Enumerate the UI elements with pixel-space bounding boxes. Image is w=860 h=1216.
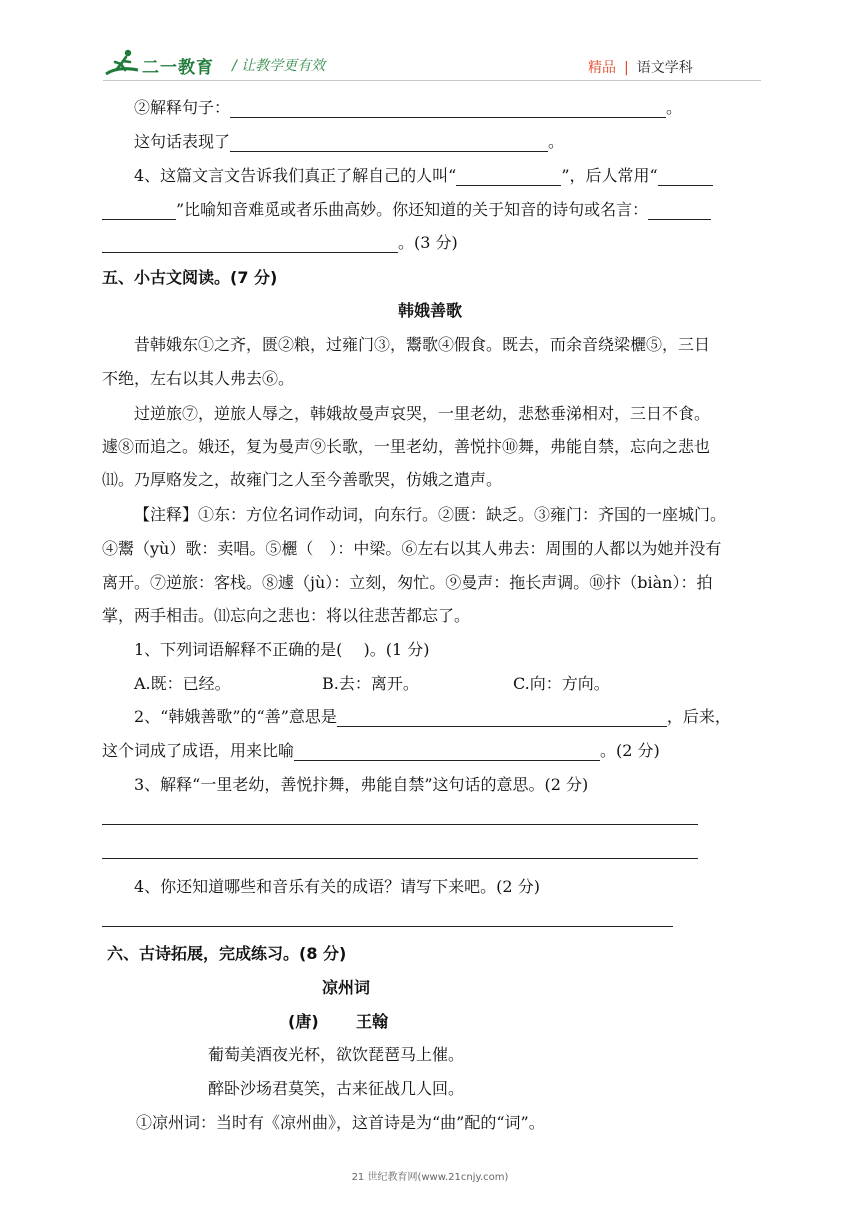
q4-row-2 [102,200,711,220]
question-2-text-d: 。(2 分) [600,741,660,760]
answer-blank[interactable] [102,205,176,220]
q4-text-a: 4、这篇文言文告诉我们真正了解自己的人叫“ [134,166,457,185]
answer-blank[interactable] [456,171,561,186]
q4-text-b: ”，后人常用“ [561,166,658,185]
question-3: 3、解释“一里老幼，善悦抃舞，弗能自禁”这句话的意思。(2 分) [134,775,589,794]
answer-blank[interactable] [648,205,711,220]
passage-line: 过逆旅⑦，逆旅人辱之，韩娥故曼声哀哭，一里老幼，悲愁垂涕相对，三日不食。 [134,404,711,423]
question-4: 4、你还知道哪些和音乐有关的成语？请写下来吧。(2 分) [134,877,540,896]
answer-blank[interactable] [658,171,713,186]
question-2-text-c: 这个词成了成语，用来比喻 [102,741,295,760]
header-separator: | [624,60,629,76]
poem-author: 王翰 [356,1012,389,1031]
q4-row-1 [134,166,713,186]
question-2-row-2 [102,741,660,761]
q2-explain-label: ②解释句子： [134,98,231,117]
question-2-text-a: 2、“韩娥善歌”的“善”意思是 [134,707,337,726]
answer-line[interactable] [102,858,698,859]
poem-dynasty: (唐) [288,1012,319,1031]
q4-end: 。(3 分) [398,233,458,252]
poem-line: 葡萄美酒夜光杯，欲饮琵琶马上催。 [208,1045,465,1064]
passage-line: 昔韩娥东①之齐，匮②粮，过雍门③，鬻歌④假食。既去，而余音绕梁欐⑤，三日 [134,335,711,354]
option-a[interactable]: A.既：已经。 [134,674,231,693]
logo-text: 二一教育 [142,58,214,78]
poem-title: 凉州词 [321,978,370,997]
slogan: / 让教学更有效 [232,58,326,74]
question-2-text-b: ，后来， [666,707,731,726]
header-rule [103,80,761,81]
page-footer: 21 世纪教育网(www.21cnjy.com) [351,1172,509,1183]
passage-line: 不绝，左右以其人弗去⑥。 [102,369,295,388]
q2-shows-end: 。 [548,132,565,151]
answer-line[interactable] [102,824,698,825]
answer-blank[interactable] [230,137,548,152]
q4-row-3 [102,233,458,253]
annotation-line: 掌，两手相击。⑾忘向之悲也：将以往悲苦都忘了。 [102,606,471,625]
answer-blank[interactable] [102,238,398,253]
q4-text-c: ”比喻知音难觅或者乐曲高妙。你还知道的关于知音的诗句或名言： [176,200,649,219]
running-figure-logo-icon [104,48,144,78]
section6-heading: 六、古诗拓展，完成练习。(8 分) [107,944,347,963]
option-b[interactable]: B.去：离开。 [322,674,419,693]
q2-explain-row [134,98,682,118]
answer-blank[interactable] [230,103,666,118]
q2-shows-label: 这句话表现了 [134,132,231,151]
passage-line: ⑾。乃厚赂发之，故雍门之人至今善歌哭，仿娥之遣声。 [102,470,503,489]
annotation-line: 【注释】①东：方位名词作动词，向东行。②匮：缺乏。③雍门：齐国的一座城门。 [134,505,727,524]
answer-blank[interactable] [337,712,667,727]
subject-label: 语文学科 [636,60,693,76]
question-2-row-1 [134,707,731,727]
quality-label: 精品 [588,60,616,76]
annotation-line: ④鬻（yù）歌：卖唱。⑤欐（ ）：中梁。⑥左右以其人弗去：周围的人都以为她并没有 [102,539,722,558]
question-1: 1、下列词语解释不正确的是( )。(1 分) [134,640,430,659]
q2-explain-end: 。 [666,98,683,117]
poem-line: 醉卧沙场君莫笑，古来征战几人回。 [208,1079,465,1098]
answer-line[interactable] [102,926,673,927]
passage-title: 韩娥善歌 [397,301,462,320]
header-brand [588,57,693,77]
annotation-line: 离开。⑦逆旅：客栈。⑧遽（jù）：立刻，匆忙。⑨曼声：拖长声调。⑩抃（biàn）：拍 [102,573,713,592]
option-c[interactable]: C.向：方向。 [513,674,610,693]
passage-line: 遽⑧而追之。娥还，复为曼声⑨长歌，一里老幼，善悦抃⑩舞，弗能自禁，忘向之悲也 [102,437,711,456]
section5-heading: 五、小古文阅读。(7 分) [102,268,278,287]
poem-note: ①凉州词：当时有《凉州曲》，这首诗是为“曲”配的“词”。 [136,1113,545,1132]
q2-shows-row [134,132,564,152]
answer-blank[interactable] [294,746,600,761]
